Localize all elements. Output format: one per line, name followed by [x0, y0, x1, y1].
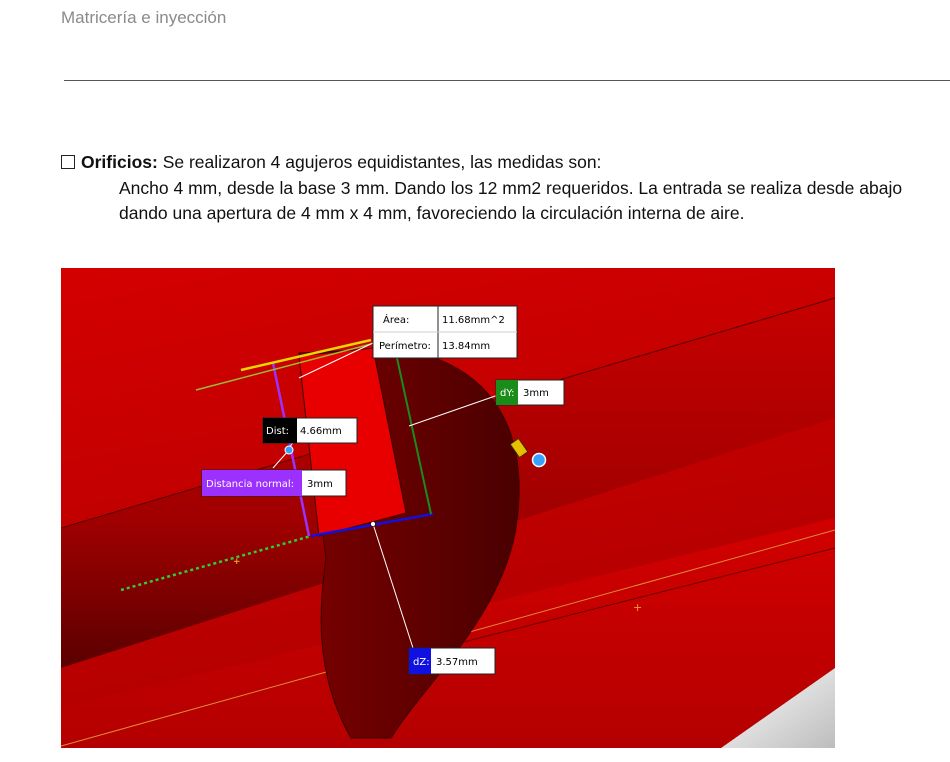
- normal-value: 3mm: [307, 479, 333, 490]
- perimeter-label: Perímetro:: [379, 341, 431, 352]
- area-perimeter-callout: [373, 306, 517, 358]
- normal-label: Distancia normal:: [206, 479, 295, 490]
- checkbox-icon: [61, 155, 75, 169]
- paragraph-line-1: [61, 150, 931, 176]
- header-divider: [64, 80, 950, 81]
- dist-value: 4.66mm: [300, 426, 342, 437]
- dz-label: dZ:: [413, 657, 430, 668]
- dist-callout: [263, 418, 357, 443]
- cursor-mark-2: +: [233, 557, 241, 567]
- dy-label: dY:: [500, 388, 515, 399]
- paragraph-body: Ancho 4 mm, desde la base 3 mm. Dando los 12 mm2 requeridos. La entrada se realiza desde abajo dando una apertura de 4 mm x 4 mm, favoreciendo la circulación interna de aire.: [119, 177, 903, 223]
- cad-measurement-figure: [61, 268, 835, 748]
- orificios-paragraph: [61, 150, 931, 227]
- area-label: Área:: [383, 315, 410, 326]
- page-header: Matricería e inyección: [61, 8, 227, 27]
- cursor-mark: +: [633, 601, 643, 614]
- dz-value: 3.57mm: [436, 657, 478, 668]
- cad-render: [61, 268, 835, 748]
- dist-label: Dist:: [266, 426, 289, 437]
- dz-callout: [409, 648, 495, 674]
- dy-callout: [496, 380, 564, 405]
- dist-anchor: [285, 446, 293, 454]
- orificios-label: Orificios:: [81, 152, 158, 172]
- dz-anchor: [371, 522, 376, 527]
- perimeter-value: 13.84mm: [442, 341, 491, 352]
- normal-distance-callout: [202, 470, 346, 496]
- area-value: 11.68mm^2: [442, 315, 505, 326]
- paragraph-line-1-text: Se realizaron 4 agujeros equidistantes, las medidas son:: [157, 152, 602, 172]
- dy-value: 3mm: [523, 388, 549, 399]
